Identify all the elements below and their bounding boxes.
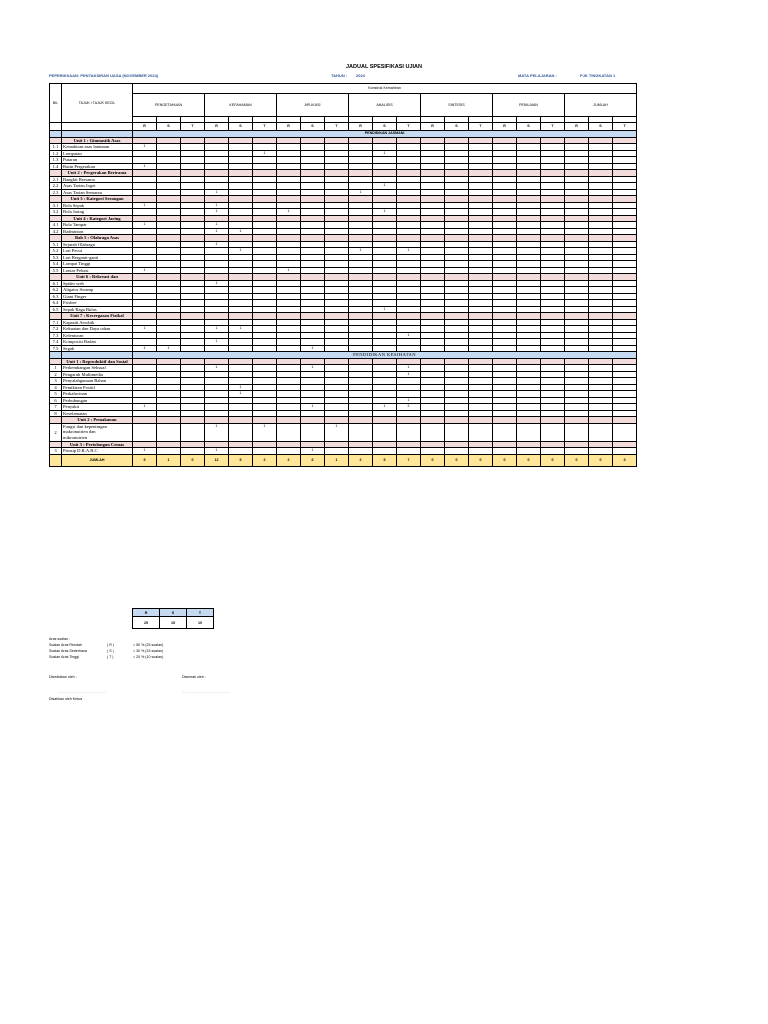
row-topic: Keselamatan bbox=[62, 410, 133, 417]
unit-title: Unit 1 : Reproduktif dan Sosial bbox=[62, 358, 133, 365]
mark-cell: 1 bbox=[373, 306, 397, 313]
total-cell: 0 bbox=[613, 454, 637, 466]
summary-header-t: T bbox=[187, 609, 214, 617]
total-cell: 0 bbox=[517, 454, 541, 466]
aras-label: Aras soalan : bbox=[49, 637, 70, 641]
mark-cell: 1 bbox=[133, 326, 157, 333]
row-topic: Aligator Swamp bbox=[62, 287, 133, 294]
level-header: S bbox=[445, 123, 469, 131]
mark-cell: 1 bbox=[205, 280, 229, 287]
total-cell: 0 bbox=[469, 454, 493, 466]
checked-by-label: Disemak oleh : bbox=[182, 675, 206, 679]
total-cell: 0 bbox=[541, 454, 565, 466]
level-header: S bbox=[517, 123, 541, 131]
tahun-value: 2024 bbox=[356, 73, 365, 78]
aras-s-code: ( S ) bbox=[107, 649, 114, 653]
row-topic: Sejarah Olahraga bbox=[62, 241, 133, 248]
row-topic: Perkembangan Seksual bbox=[62, 365, 133, 372]
summary-header-r: R bbox=[133, 609, 160, 617]
row-bil: 1.4 bbox=[50, 163, 62, 170]
row-bil: 6.4 bbox=[50, 300, 62, 307]
empty-cell bbox=[541, 423, 565, 441]
subject-value: PJK TINGKATAN 1 bbox=[580, 73, 616, 78]
empty-cell bbox=[469, 423, 493, 441]
aras-t-code: ( T ) bbox=[107, 655, 114, 659]
tahun-label: TAHUN : bbox=[331, 73, 348, 78]
mark-cell: 1 bbox=[301, 365, 325, 372]
row-topic: Spider web bbox=[62, 280, 133, 287]
category-header: ANALISIS bbox=[349, 94, 421, 117]
mark-cell: 1 bbox=[373, 150, 397, 157]
category-header: PENILAIAN bbox=[493, 94, 565, 117]
mark-cell: 1 bbox=[229, 326, 253, 333]
row-topic: Lompat Tinggi bbox=[62, 261, 133, 268]
level-header: R bbox=[349, 123, 373, 131]
aras-r-code: ( R ) bbox=[107, 643, 114, 647]
total-cell: 2 bbox=[277, 454, 301, 466]
empty-cell bbox=[445, 423, 469, 441]
row-topic: Penyalahgunaan Bahan bbox=[62, 378, 133, 385]
row-bil: 2 bbox=[50, 423, 62, 441]
row-topic: Rutin Pergerakan bbox=[62, 163, 133, 170]
row-bil: 6.3 bbox=[50, 293, 62, 300]
total-cell: 6 bbox=[301, 454, 325, 466]
header-row-konstruk bbox=[50, 84, 637, 94]
mark-cell: 1 bbox=[205, 228, 229, 235]
row-topic: Kemahiran asas lantunan bbox=[62, 144, 133, 151]
row-bil: 2.1 bbox=[50, 176, 62, 183]
row-topic: Lari Berganti-ganti bbox=[62, 254, 133, 261]
empty-cell bbox=[349, 423, 373, 441]
row-bil: 5 bbox=[50, 391, 62, 398]
level-header: T bbox=[181, 123, 205, 131]
checked-by-signature-line: ……………………………… bbox=[182, 690, 232, 694]
total-row bbox=[50, 454, 637, 466]
row-bil: 7.1 bbox=[50, 319, 62, 326]
total-cell: 12 bbox=[205, 454, 229, 466]
level-header: S bbox=[589, 123, 613, 131]
mark-cell: 1 bbox=[229, 384, 253, 391]
mark-cell: 1 bbox=[253, 150, 277, 157]
empty-cell bbox=[421, 423, 445, 441]
empty-cell bbox=[613, 423, 637, 441]
mark-cell: 1 bbox=[205, 202, 229, 209]
specification-table bbox=[49, 83, 637, 467]
empty-cell bbox=[565, 423, 589, 441]
row-topic: Giant Finger bbox=[62, 293, 133, 300]
level-header: R bbox=[421, 123, 445, 131]
mark-cell: 1 bbox=[133, 163, 157, 170]
empty-cell bbox=[229, 423, 253, 441]
row-topic: Badminton bbox=[62, 228, 133, 235]
mark-cell: 1 bbox=[349, 189, 373, 196]
total-cell: 5 bbox=[373, 454, 397, 466]
level-header: R bbox=[205, 123, 229, 131]
row-topic: Kekuatan dan Daya tahan bbox=[62, 326, 133, 333]
mark-cell: 1 bbox=[205, 365, 229, 372]
row-topic-line: makronutrien dan bbox=[63, 429, 96, 435]
row-topic: Bola Jaring bbox=[62, 209, 133, 216]
row-bil: 4.2 bbox=[50, 228, 62, 235]
level-header: S bbox=[301, 123, 325, 131]
total-cell: 0 bbox=[493, 454, 517, 466]
row-topic-line: mikronutrien bbox=[63, 434, 87, 440]
level-header: T bbox=[325, 123, 349, 131]
row-bil: 6.1 bbox=[50, 280, 62, 287]
row-topic: Frisbee bbox=[62, 300, 133, 307]
summary-table bbox=[132, 608, 214, 629]
row-bil: 1.3 bbox=[50, 157, 62, 164]
header-row-categories bbox=[50, 94, 637, 117]
subject-label: MATA PELAJARAN : bbox=[518, 73, 557, 78]
row-topic: Pengaruh Multimedia bbox=[62, 371, 133, 378]
mark-cell: 1 bbox=[205, 189, 229, 196]
mark-cell: 1 bbox=[301, 404, 325, 411]
category-header: SINTESIS bbox=[421, 94, 493, 117]
summary-value-t: 10 bbox=[187, 617, 214, 629]
category-header: KEFAHAMAN bbox=[205, 94, 277, 117]
level-header: S bbox=[157, 123, 181, 131]
mark-cell: 1 bbox=[133, 404, 157, 411]
row-bil: 3 bbox=[50, 448, 62, 455]
total-cell: 2 bbox=[253, 454, 277, 466]
row-bil: 5.1 bbox=[50, 241, 62, 248]
mark-cell: 1 bbox=[373, 183, 397, 190]
mark-cell: 1 bbox=[205, 423, 229, 441]
empty-cell bbox=[373, 423, 397, 441]
empty-cell bbox=[301, 423, 325, 441]
level-header: R bbox=[493, 123, 517, 131]
mark-cell: 1 bbox=[397, 365, 421, 372]
row-bil: 6 bbox=[50, 397, 62, 404]
row-topic: Perhubungan bbox=[62, 397, 133, 404]
mark-cell: 1 bbox=[277, 209, 301, 216]
mark-cell: 1 bbox=[133, 202, 157, 209]
unit-title: Unit 2 : Pemakanan bbox=[62, 417, 133, 424]
row-bil: 5.2 bbox=[50, 248, 62, 255]
row-topic: Segak bbox=[62, 345, 133, 352]
row-bil: 7.2 bbox=[50, 326, 62, 333]
row-topic: Pemikiran Positif bbox=[62, 384, 133, 391]
mark-cell: 1 bbox=[133, 222, 157, 229]
prepared-by-label: Disediakan oleh : bbox=[49, 675, 77, 679]
aras-s-value: = 30 % (15 soalan) bbox=[133, 649, 164, 653]
row-bil: 3.1 bbox=[50, 202, 62, 209]
mark-cell: 1 bbox=[301, 448, 325, 455]
empty-cell bbox=[493, 423, 517, 441]
level-header: S bbox=[373, 123, 397, 131]
total-cell: 0 bbox=[421, 454, 445, 466]
level-header: T bbox=[253, 123, 277, 131]
empty-cell bbox=[589, 423, 613, 441]
row-topic: Komposisi Badan bbox=[62, 339, 133, 346]
aras-t-label: Soalan Aras Tinggi bbox=[49, 655, 79, 659]
mark-cell: 1 bbox=[229, 228, 253, 235]
row-bil: 4 bbox=[50, 384, 62, 391]
header-row-levels bbox=[50, 123, 637, 131]
exam-name: PEPERIKSAAN: PENTAKSIRAN UASA (NOVEMBER 2024) bbox=[49, 73, 159, 78]
table-row bbox=[50, 423, 637, 441]
empty-cell bbox=[397, 423, 421, 441]
konstruk-header: Konstruk Kemahiran bbox=[133, 84, 637, 94]
mark-cell: 1 bbox=[373, 209, 397, 216]
total-cell: 0 bbox=[589, 454, 613, 466]
mark-cell: 1 bbox=[397, 332, 421, 339]
mark-cell: 1 bbox=[325, 423, 349, 441]
total-cell: 0 bbox=[445, 454, 469, 466]
row-bil: 2.2 bbox=[50, 183, 62, 190]
mark-cell: 1 bbox=[205, 326, 229, 333]
unit-title: Unit 1 : Gimnastik Asas bbox=[62, 137, 133, 144]
mark-cell: 1 bbox=[229, 248, 253, 255]
mark-cell: 1 bbox=[133, 267, 157, 274]
unit-title: Unit 7 : Kecergasan Fizikal bbox=[62, 313, 133, 320]
level-header: R bbox=[565, 123, 589, 131]
mark-cell: 1 bbox=[133, 448, 157, 455]
mark-cell: 2 bbox=[397, 404, 421, 411]
row-topic-line: Fungsi dan kepentingan bbox=[63, 423, 107, 429]
row-topic: Penyakit bbox=[62, 404, 133, 411]
row-bil: 6.2 bbox=[50, 287, 62, 294]
mark-cell: 1 bbox=[133, 144, 157, 151]
row-bil: 8 bbox=[50, 410, 62, 417]
row-bil: 1.2 bbox=[50, 150, 62, 157]
row-bil: 5.5 bbox=[50, 267, 62, 274]
mark-cell: 1 bbox=[205, 222, 229, 229]
row-bil: 5.3 bbox=[50, 254, 62, 261]
unit-title: Unit 3 : Pertolongan Cemas bbox=[62, 441, 133, 448]
row-topic: Sepak Raga Bulus bbox=[62, 306, 133, 313]
total-cell: 1 bbox=[325, 454, 349, 466]
level-header: T bbox=[397, 123, 421, 131]
row-topic: Asas Tarian Semarau bbox=[62, 189, 133, 196]
level-header: R bbox=[277, 123, 301, 131]
row-bil: 2 bbox=[50, 371, 62, 378]
mark-cell: 1 bbox=[301, 345, 325, 352]
summary-header-s: S bbox=[160, 609, 187, 617]
total-cell: 5 bbox=[229, 454, 253, 466]
summary-value-s: 15 bbox=[160, 617, 187, 629]
row-bil: 3.2 bbox=[50, 209, 62, 216]
row-topic: Kelenturan bbox=[62, 332, 133, 339]
col-bil-header: BIL bbox=[50, 84, 62, 123]
row-bil: 3 bbox=[50, 378, 62, 385]
unit-title: Unit 6 : Rekreasi dan bbox=[62, 274, 133, 281]
row-bil: 7.5 bbox=[50, 345, 62, 352]
total-cell: 2 bbox=[349, 454, 373, 466]
unit-title: Unit 2 : Pergerakan Berirama bbox=[62, 170, 133, 177]
mark-cell: 1 bbox=[157, 345, 181, 352]
mark-cell: 1 bbox=[229, 391, 253, 398]
row-topic: Lompatan bbox=[62, 150, 133, 157]
row-bil: 2.3 bbox=[50, 189, 62, 196]
aras-r-value: = 50 % (25 soalan) bbox=[133, 643, 164, 647]
level-header: R bbox=[133, 123, 157, 131]
empty-cell bbox=[277, 423, 301, 441]
empty-cell bbox=[157, 423, 181, 441]
row-bil: 5.4 bbox=[50, 261, 62, 268]
row-topic bbox=[62, 423, 133, 441]
col-tajuk-header: TAJUK / TAJUK KECIL bbox=[62, 84, 133, 123]
row-topic: Bangkit Bersama bbox=[62, 176, 133, 183]
mark-cell: 1 bbox=[277, 267, 301, 274]
mark-cell: 1 bbox=[397, 248, 421, 255]
mark-cell: 1 bbox=[205, 209, 229, 216]
approved-by-label: Disahkan oleh Ketua bbox=[49, 697, 83, 701]
level-header: T bbox=[541, 123, 565, 131]
empty-cell bbox=[517, 423, 541, 441]
aras-t-value: = 20 % (10 soalan) bbox=[133, 655, 164, 659]
mark-cell: 1 bbox=[397, 397, 421, 404]
total-label: JUMLAH bbox=[62, 454, 133, 466]
row-bil: 7.4 bbox=[50, 339, 62, 346]
section-title: PENDIDIKAN JASMANI bbox=[133, 131, 637, 138]
mark-cell: 1 bbox=[205, 339, 229, 346]
category-header: PENGETAHUAN bbox=[133, 94, 205, 117]
unit-title: Unit 3 : Kategori Serangan bbox=[62, 196, 133, 203]
level-header: S bbox=[229, 123, 253, 131]
mark-cell: 1 bbox=[205, 448, 229, 455]
total-cell: 9 bbox=[133, 454, 157, 466]
summary-value-r: 25 bbox=[133, 617, 160, 629]
row-topic: Prinsip D.R.A.B.C bbox=[62, 448, 133, 455]
level-header: T bbox=[469, 123, 493, 131]
prepared-by-signature-line: ……………………………… bbox=[58, 690, 108, 694]
mark-cell: 1 bbox=[205, 241, 229, 248]
category-header: JUMLAH bbox=[565, 94, 637, 117]
row-bil: 6.5 bbox=[50, 306, 62, 313]
mark-cell: 1 bbox=[373, 404, 397, 411]
aras-s-label: Soalan Aras Sederhana bbox=[49, 649, 87, 653]
row-topic: Lari Pecut bbox=[62, 248, 133, 255]
row-topic: Bola Sepak bbox=[62, 202, 133, 209]
mark-cell: 1 bbox=[133, 345, 157, 352]
row-topic: Kapasiti Aerobik bbox=[62, 319, 133, 326]
unit-title: Unit 4 : Kategori Jaring bbox=[62, 215, 133, 222]
section-title: PENDIDIKAN KESIHATAN bbox=[133, 352, 637, 359]
category-header: APLIKASI bbox=[277, 94, 349, 117]
page-title: JADUAL SPESIFIKASI UJIAN bbox=[346, 64, 422, 70]
level-header: T bbox=[613, 123, 637, 131]
mark-cell: 1 bbox=[253, 423, 277, 441]
total-cell: 0 bbox=[565, 454, 589, 466]
unit-title: Bab 5 : Olahraga Asas bbox=[62, 235, 133, 242]
total-cell: 0 bbox=[181, 454, 205, 466]
row-topic: Perkahwinan bbox=[62, 391, 133, 398]
row-bil: 4.1 bbox=[50, 222, 62, 229]
mark-cell: 1 bbox=[397, 371, 421, 378]
row-topic: Asas Tarian Joget bbox=[62, 183, 133, 190]
row-bil: 7.3 bbox=[50, 332, 62, 339]
row-bil: 1.1 bbox=[50, 144, 62, 151]
row-bil: 7 bbox=[50, 404, 62, 411]
row-topic: Bola Tampar bbox=[62, 222, 133, 229]
total-cell: 7 bbox=[397, 454, 421, 466]
empty-cell bbox=[181, 423, 205, 441]
mark-cell: 1 bbox=[349, 248, 373, 255]
empty-cell bbox=[133, 423, 157, 441]
row-bil: 1 bbox=[50, 365, 62, 372]
row-topic: Lontar Peluru bbox=[62, 267, 133, 274]
row-topic: Putaran bbox=[62, 157, 133, 164]
aras-r-label: Soalan Aras Rendah bbox=[49, 643, 82, 647]
total-cell: 1 bbox=[157, 454, 181, 466]
